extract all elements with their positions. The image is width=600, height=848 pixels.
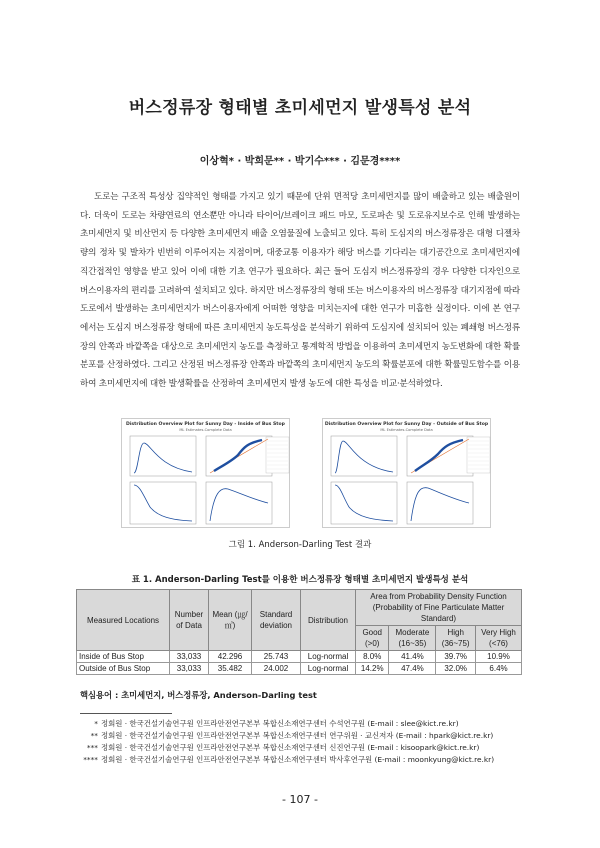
- footnote-mark: ***: [86, 743, 98, 752]
- footnote: [78, 754, 494, 766]
- cell-high: 39.7%: [436, 651, 476, 663]
- cell-distribution: Log-normal: [301, 651, 356, 663]
- cell-mean: 35.482: [209, 663, 252, 675]
- cell-mean: 42.296: [209, 651, 252, 663]
- keywords: 핵심용어 : 초미세먼지, 버스정류장, Anderson-Darling test: [80, 690, 317, 700]
- footnote: [78, 730, 494, 742]
- header-good-range: (>0): [365, 639, 380, 648]
- header-high-range: (36~75): [441, 639, 470, 648]
- cell-high: 32.0%: [436, 663, 476, 675]
- distribution-overview-plots: [323, 419, 492, 529]
- header-sd: Standard deviation: [252, 590, 301, 651]
- results-table: [76, 589, 522, 675]
- table-row: [77, 651, 522, 663]
- header-very-high: [476, 626, 522, 651]
- figure-title: Distribution Overview Plot for Sunny Day - Outside of Bus Stop: [324, 422, 489, 427]
- header-location: Measured Locations: [77, 590, 170, 651]
- footnotes: [78, 718, 494, 766]
- header-area-line1: Area from Probability Density Function: [370, 592, 507, 601]
- abstract-paragraph: 도로는 구조적 특성상 집약적인 형태를 가지고 있기 때문에 단위 면적당 초미세먼지를 많이 배출하고 있는 배출원이다. 더욱이 도로는 차량연료의 연소뿐만 아니라 타이어/브레이크 패드 마모, 도로파손 및 도로유지보수로 인해 발생하는 초미세먼지 및 비산먼지 등 다양한 초미세먼지 배출 오염물질에 노출되고 있다. 특히 도심지의 버스정류장은 대형 디젤차량의 정차 및 발차가 빈번히 이루어지는 지점이며, 대중교통 이용자가 해당 버스를 기다리는 대기공간으로 초미세먼지에 직간접적인 영향을 받고 있어 이에 대한 기초 연구가 필요하다. 최근 들어 도심지 버스정류장의 경우 다양한 디자인으로 버스이용자의 편리를 고려하여 설치되고 있다. 하지만 버스정류장의 형태 또는 버스이용자의 버스정류장 대기지점에 따라 도로에서 발생하는 초미세먼지가 버스이용자에게 어떠한 영향을 미치는지에 대한 연구가 미흡한 실정이다. 이에 본 연구에서는 도심지 버스정류장 형태에 따른 초미세먼지 농도특성을 분석하기 위하여 도심지에 설치되어 있는 폐쇄형 버스정류장의 안쪽과 바깥쪽을 대상으로 초미세먼지 농도를 측정하고 통계학적 방법을 이용하여 초미세먼지 농도변화에 대한 확률분포를 산정하였다. 그리고 산정된 버스정류장 안쪽과 바깥쪽의 초미세먼지 농도의 확률분포에 대한 확률밀도함수를 이용하여 초미세먼지에 대한 발생확률을 산정하여 초미세먼지 발생 농도에 대한 특성을 비교·분석하였다.: [80, 192, 520, 390]
- header-high: [436, 626, 476, 651]
- header-number: Number of Data: [170, 590, 209, 651]
- footnote-text: 정회원 · 한국건설기술연구원 인프라안전연구본부 복합신소재연구센터 연구위원 · 교신저자 (E-mail : hpark@kict.re.kr): [101, 731, 494, 740]
- cell-number: 33,033: [170, 663, 209, 675]
- table-row: [77, 663, 522, 675]
- table-caption: 표 1. Anderson-Darling Test를 이용한 버스정류장 형태별 초미세먼지 발생특성 분석: [131, 575, 469, 585]
- cell-moderate: 41.4%: [389, 651, 436, 663]
- figure-inside-bus-stop: [121, 418, 290, 528]
- header-very-high-label: Very High: [481, 628, 516, 637]
- header-very-high-range: (<76): [489, 639, 508, 648]
- cell-very-high: 6.4%: [476, 663, 522, 675]
- distribution-overview-plots: [122, 419, 291, 529]
- cell-location: Outside of Bus Stop: [77, 663, 170, 675]
- header-mean: Mean (㎍/㎥): [209, 590, 252, 651]
- figure-subtitle: ML Estimates-Complete Data: [380, 428, 433, 432]
- page-number: - 107 -: [282, 793, 318, 806]
- header-good: [356, 626, 389, 651]
- header-good-label: Good: [362, 628, 383, 637]
- footnote: [78, 742, 494, 754]
- footnote-mark: **: [90, 731, 98, 740]
- cell-number: 33,033: [170, 651, 209, 663]
- header-area: [356, 590, 522, 626]
- cell-sd: 25.743: [252, 651, 301, 663]
- footnote-text: 정회원 · 한국건설기술연구원 인프라안전연구본부 복합신소재연구센터 신진연구원 (E-mail : kisoopark@kict.re.kr): [101, 743, 480, 752]
- header-moderate-label: Moderate: [395, 628, 430, 637]
- header-high-label: High: [447, 628, 464, 637]
- cell-location: Inside of Bus Stop: [77, 651, 170, 663]
- cell-very-high: 10.9%: [476, 651, 522, 663]
- header-area-line2: (Probability of Fine Particulate Matter Standard): [372, 603, 505, 623]
- figure-caption: 그림 1. Anderson-Darling Test 결과: [228, 540, 372, 550]
- header-distribution: Distribution: [301, 590, 356, 651]
- footnote-text: 정회원 · 한국건설기술연구원 인프라안전연구본부 복합신소재연구센터 수석연구원 (E-mail : slee@kict.re.kr): [101, 719, 459, 728]
- cell-moderate: 47.4%: [389, 663, 436, 675]
- cell-good: 14.2%: [356, 663, 389, 675]
- figure-subtitle: ML Estimates-Complete Data: [179, 428, 232, 432]
- header-moderate: [389, 626, 436, 651]
- figure-title: Distribution Overview Plot for Sunny Day - Inside of Bus Stop: [126, 422, 285, 427]
- author-list: 이상혁* · 박희문** · 박기수*** · 김문경****: [199, 156, 401, 167]
- footnote-mark: *: [94, 719, 98, 728]
- footnote-text: 정회원 · 한국건설기술연구원 인프라안전연구본부 복합신소재연구센터 박사후연구원 (E-mail : moonkyung@kict.re.kr): [101, 755, 495, 764]
- footnote-divider: [80, 713, 172, 714]
- paper-title: 버스정류장 형태별 초미세먼지 발생특성 분석: [128, 98, 472, 118]
- cell-sd: 24.002: [252, 663, 301, 675]
- cell-distribution: Log-normal: [301, 663, 356, 675]
- footnote: [78, 718, 494, 730]
- figure-outside-bus-stop: [322, 418, 491, 528]
- cell-good: 8.0%: [356, 651, 389, 663]
- header-moderate-range: (16~35): [398, 639, 427, 648]
- footnote-mark: ****: [83, 755, 98, 764]
